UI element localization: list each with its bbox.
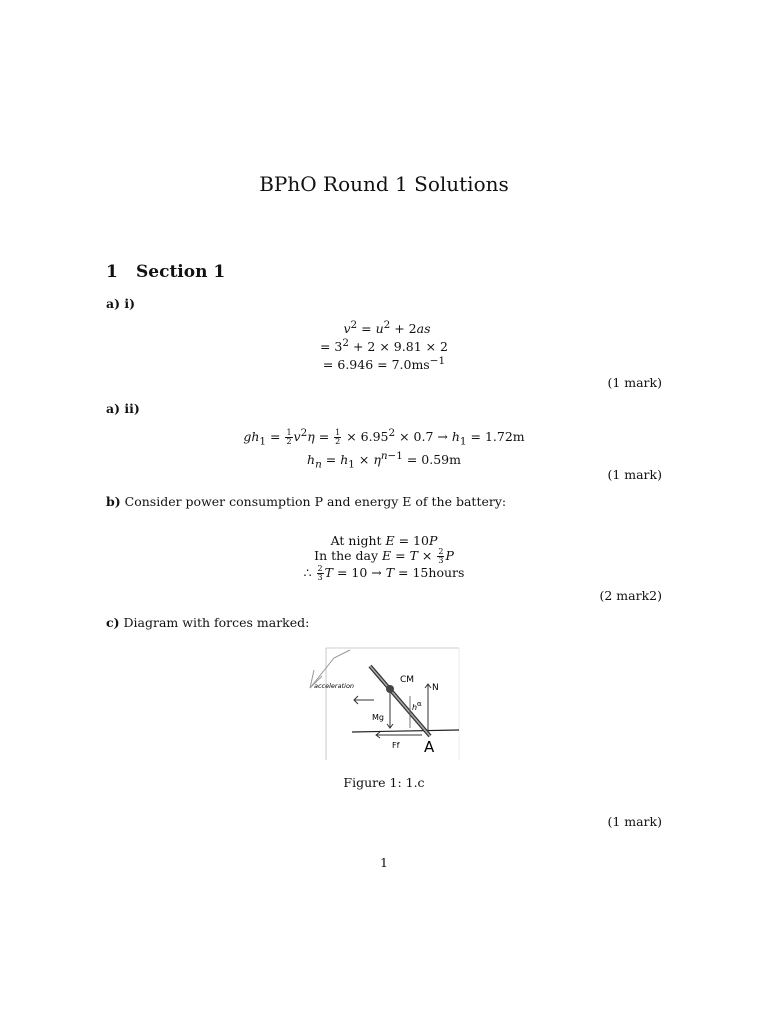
ground-line (352, 730, 459, 732)
part-b-line (106, 494, 506, 509)
friction-arrow-icon (376, 732, 422, 738)
part-b-label: b) (106, 494, 121, 509)
equation-line: $h_n = h_1 \times \eta^{n-1} = 0.59m$ (307, 449, 461, 471)
figure-caption: Figure 1: 1.c (343, 775, 425, 790)
part-aii-marks: (1 mark) (607, 467, 662, 482)
friction-label: Ff (392, 741, 400, 750)
part-b-marks: (2 mark2) (599, 588, 662, 603)
section-number: 1 (106, 262, 118, 282)
equation-line: ∴ $\frac{2}{3}$ T = 10 → T = 15hours (303, 564, 465, 582)
alpha-label: α (417, 700, 422, 708)
equation-line: $v^2 = u^2 + 2as$ (343, 319, 431, 337)
part-b-text: Consider power consumption P and energy E of the battery: (124, 494, 507, 509)
part-aii-equation (0, 426, 768, 471)
acceleration-label: acceleration (314, 682, 355, 690)
equation-line: $gh_1$ = $\frac{1}{2}$ $v^2\eta$ = $\frac{1}{2}$ × $6.95^2 \times 0.7 \to h_1 = 1.72m$ (243, 427, 525, 448)
part-c-label: c) (106, 615, 120, 630)
normal-force-arrow-icon (425, 684, 431, 730)
equation-line: At night E = 10P (330, 533, 438, 548)
page-title: BPhO Round 1 Solutions (259, 172, 509, 196)
pivot-label: A (424, 738, 435, 756)
part-c-text: Diagram with forces marked: (123, 615, 310, 630)
part-c-line (106, 615, 309, 630)
equation-line: In the day E = T × $\frac{2}{3}$ P (314, 547, 454, 565)
force-diagram (304, 644, 464, 762)
equation-line: = $6.946 = 7.0ms^{-1}$ (322, 355, 446, 373)
part-b-equation (0, 533, 768, 582)
part-aii-label: a) ii) (106, 401, 140, 416)
part-ai-marks: (1 mark) (607, 375, 662, 390)
center-of-mass-dot (386, 685, 394, 693)
n-label: N (432, 683, 439, 693)
h-label: h (412, 703, 418, 712)
acceleration-arrow-icon (354, 696, 374, 704)
section-title: Section 1 (136, 262, 226, 282)
cm-label: CM (400, 675, 415, 685)
part-c-marks: (1 mark) (607, 814, 662, 829)
part-ai-label: a) i) (106, 296, 136, 311)
mg-label: Mg (372, 713, 384, 722)
equation-line: = $3^2 + 2 \times 9.81 \times 2$ (319, 337, 449, 355)
section-heading (106, 262, 225, 282)
weight-arrow-icon (387, 693, 393, 728)
part-ai-equation (0, 318, 768, 372)
page-number: 1 (380, 855, 388, 870)
